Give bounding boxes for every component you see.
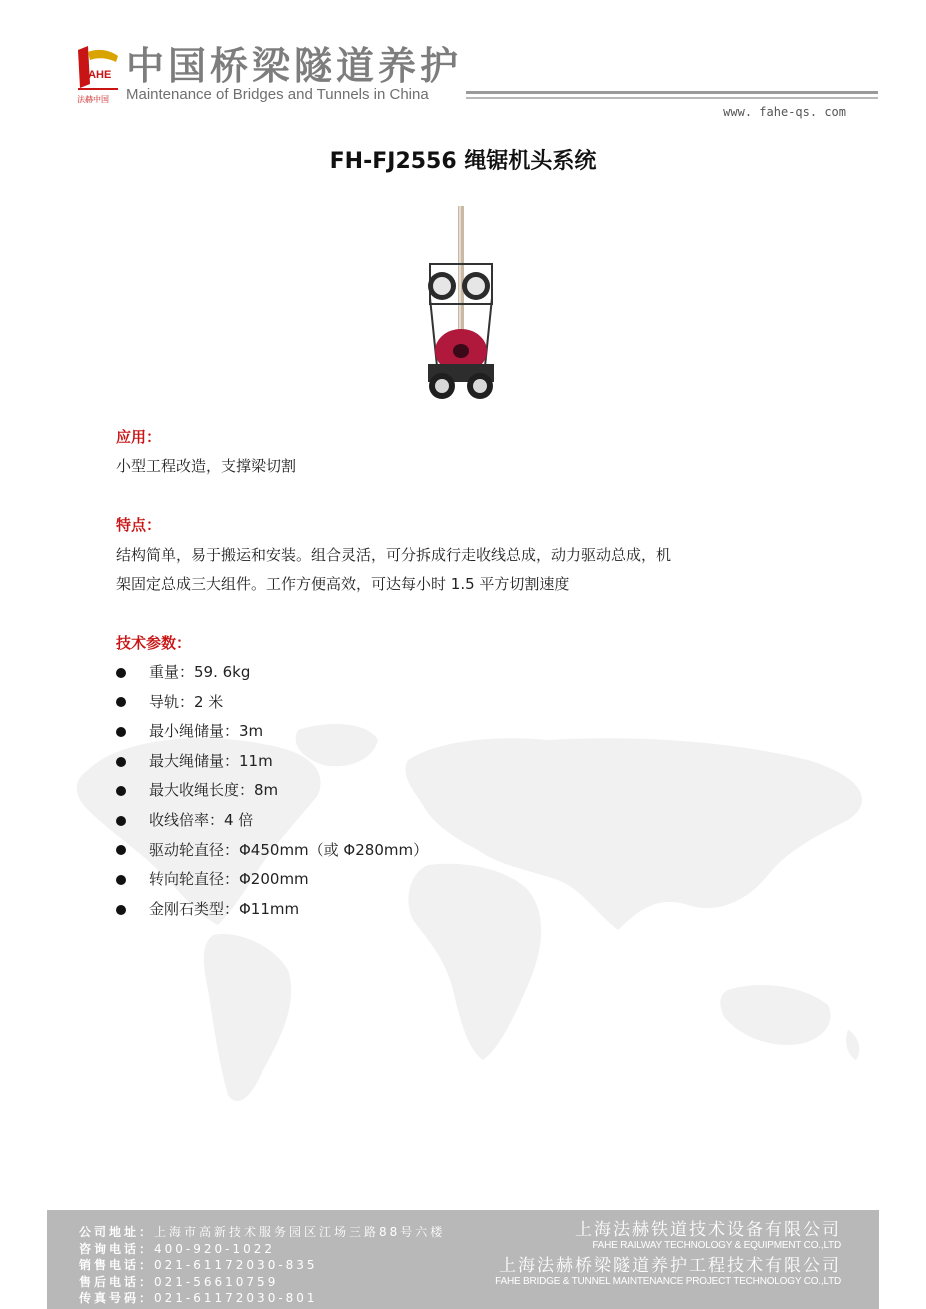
- spec-item: [116, 895, 428, 925]
- bullet-icon: [116, 727, 126, 737]
- website-link[interactable]: www. fahe-qs. com: [723, 105, 846, 119]
- company1-english: FAHE RAILWAY TECHNOLOGY & EQUIPMENT CO.,LTD: [592, 1240, 841, 1251]
- specs-label: 技术参数：: [116, 634, 192, 652]
- company1-chinese: 上海法赫铁道技术设备有限公司: [575, 1220, 841, 1240]
- fax-number: 021-61172030-801: [154, 1291, 318, 1305]
- spec-item: [116, 688, 428, 718]
- spec-item: [116, 806, 428, 836]
- bullet-icon: [116, 875, 126, 885]
- consult-row: [79, 1241, 445, 1258]
- bullet-icon: [116, 757, 126, 767]
- contact-info: [79, 1224, 445, 1307]
- features-label: 特点：: [116, 516, 162, 534]
- spec-max-wire-storage: 最大绳储量：11m: [149, 751, 273, 770]
- spec-drive-wheel: 驱动轮直径：Φ450mm（或 Φ280mm）: [149, 840, 429, 859]
- header-rule-thin: [466, 97, 878, 99]
- company2-english: FAHE BRIDGE & TUNNEL MAINTENANCE PROJECT TECHNOLOGY CO.,LTD: [495, 1276, 841, 1287]
- address-label: 公司地址：: [79, 1225, 155, 1239]
- features-text-line1: 结构简单，易于搬运和安装。组合灵活，可分拆成行走收线总成，动力驱动总成，机: [116, 546, 672, 564]
- svg-text:法赫中国: 法赫中国: [77, 95, 109, 104]
- address-row: [79, 1224, 445, 1241]
- bullet-icon: [116, 816, 126, 826]
- application-text: 小型工程改造，支撑梁切割: [116, 457, 297, 475]
- spec-item: [116, 865, 428, 895]
- bullet-icon: [116, 905, 126, 915]
- fahe-logo-icon: [76, 44, 120, 106]
- document-header: [0, 0, 926, 130]
- sales-phone: 021-61172030-835: [154, 1258, 318, 1272]
- spec-take-up-ratio: 收线倍率：4 倍: [149, 810, 254, 829]
- spec-item: [116, 836, 428, 866]
- sales-label: 销售电话：: [79, 1258, 155, 1272]
- brand-chinese-name: 中国桥梁隧道养护: [126, 44, 463, 88]
- aftersales-label: 售后电话：: [79, 1274, 155, 1289]
- company2-chinese: 上海法赫桥梁隧道养护工程技术有限公司: [499, 1256, 841, 1276]
- svg-text:FAHE: FAHE: [82, 69, 112, 81]
- document-title: FH-FJ2556 绳锯机头系统: [329, 149, 597, 174]
- fax-row: [79, 1290, 445, 1307]
- spec-item: [116, 747, 428, 777]
- brand-english-name: Maintenance of Bridges and Tunnels in China: [126, 86, 429, 103]
- application-label: 应用：: [116, 428, 162, 446]
- spec-rail: 导轨：2 米: [149, 692, 224, 711]
- spec-guide-wheel: 转向轮直径：Φ200mm: [149, 870, 309, 889]
- bullet-icon: [116, 845, 126, 855]
- specs-list: [116, 658, 428, 924]
- aftersales-phone: 021-56610759: [154, 1274, 279, 1289]
- header-rule: [466, 91, 878, 94]
- consult-phone: 400-920-1022: [154, 1241, 276, 1256]
- spec-max-take-up: 最大收绳长度：8m: [149, 781, 279, 800]
- spec-item: [116, 717, 428, 747]
- sales-row: [79, 1257, 445, 1274]
- features-text-line2: 架固定总成三大组件。工作方便高效，可达每小时 1.5 平方切割速度: [116, 575, 570, 593]
- document-footer: [47, 1210, 879, 1309]
- spec-item: [116, 776, 428, 806]
- fax-label: 传真号码：: [79, 1291, 155, 1305]
- spec-weight: 重量：59. 6kg: [149, 663, 251, 681]
- bullet-icon: [116, 786, 126, 796]
- consult-label: 咨询电话：: [79, 1241, 155, 1256]
- wire-saw-product-image: [418, 206, 504, 402]
- bullet-icon: [116, 668, 126, 678]
- aftersales-row: [79, 1274, 445, 1291]
- address-value: 上海市高新技术服务园区江场三路88号六楼: [154, 1225, 446, 1239]
- spec-diamond-type: 金刚石类型：Φ11mm: [149, 899, 300, 918]
- bullet-icon: [116, 697, 126, 707]
- spec-item: [116, 658, 428, 688]
- spec-min-wire-storage: 最小绳储量：3m: [149, 722, 264, 741]
- company-names: [495, 1220, 841, 1288]
